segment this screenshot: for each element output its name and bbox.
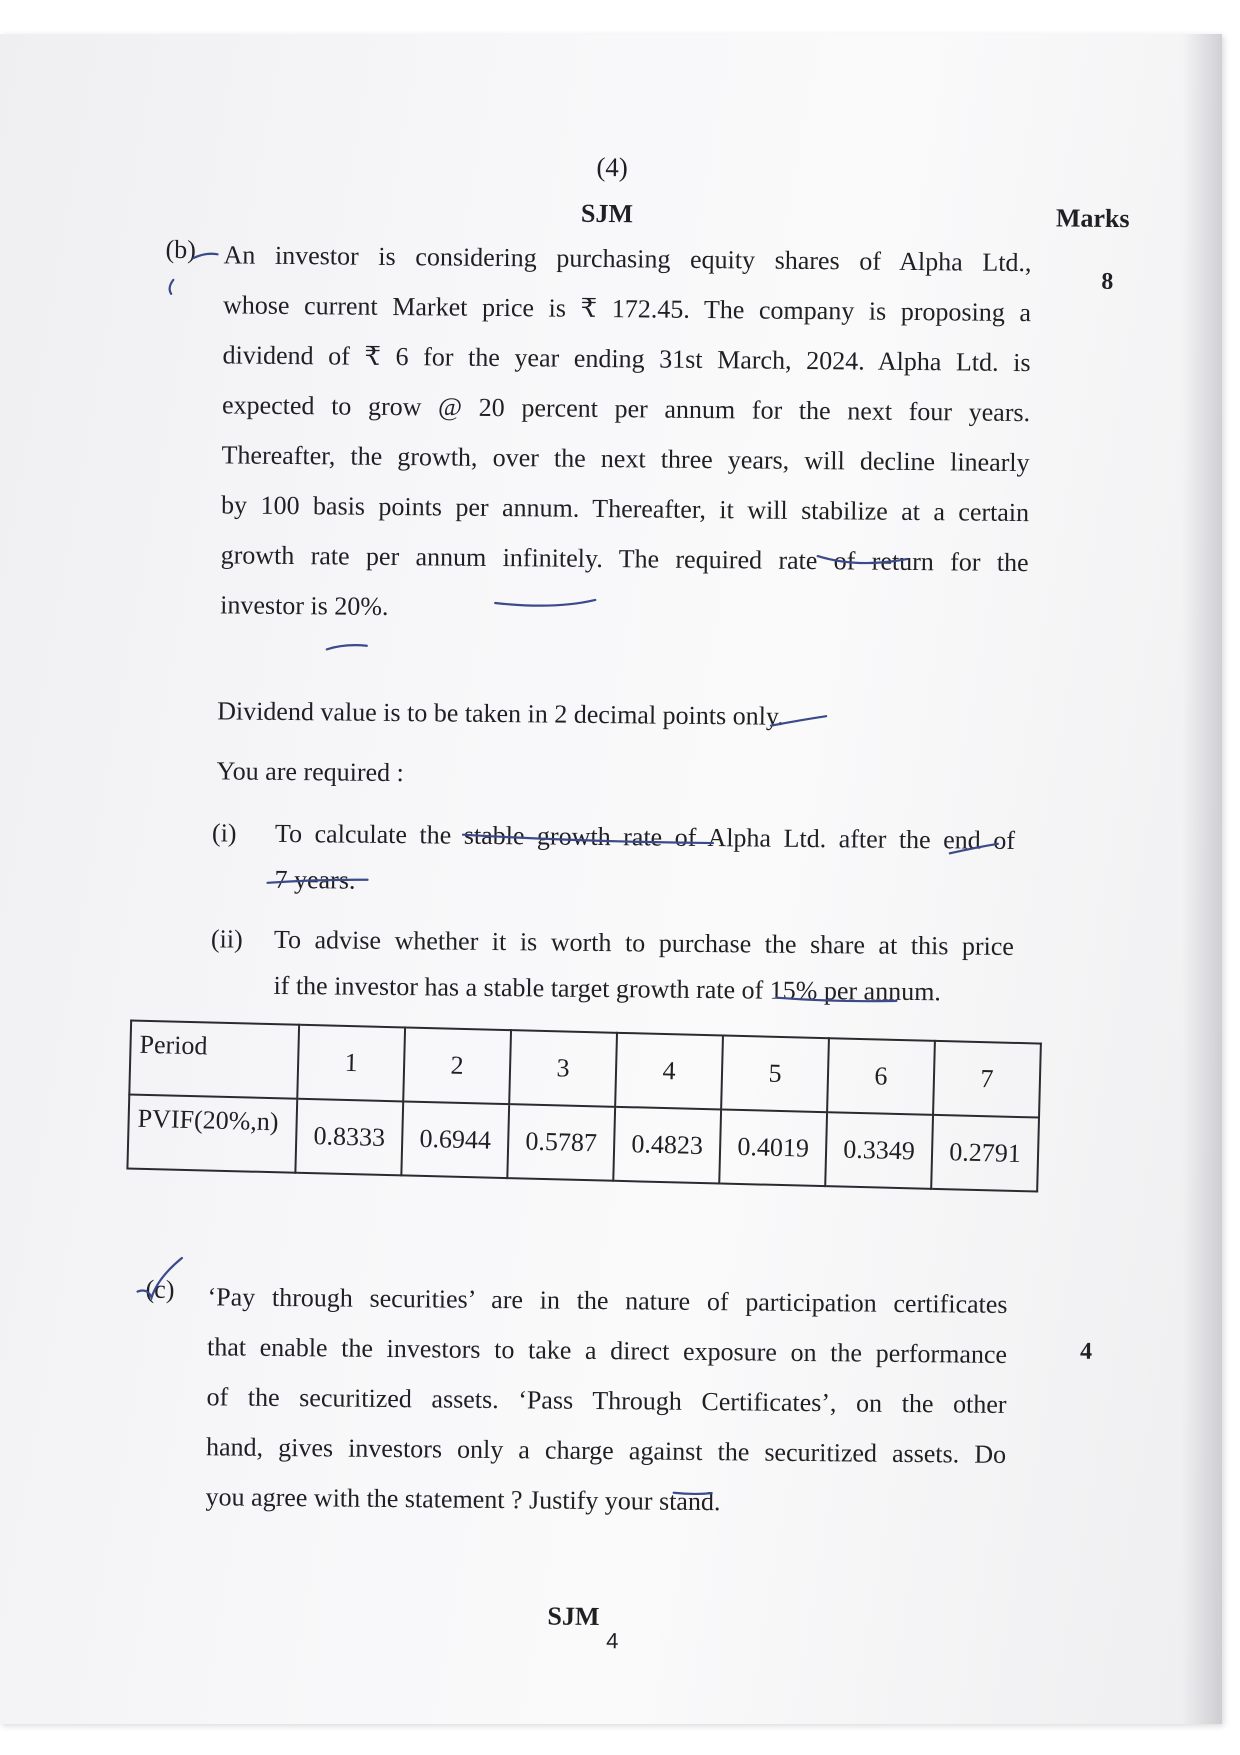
item-ii-number: (ii): [210, 924, 243, 954]
pvif-value-cell: 0.4823: [613, 1107, 721, 1184]
underline-mark: [674, 1493, 712, 1494]
underline-mark: [268, 879, 368, 884]
question-b-line: whose current Market price is ₹ 172.45. The company is proposing a: [222, 290, 1032, 328]
period-cell: 6: [827, 1038, 935, 1115]
underline-mark: [776, 998, 896, 1002]
sheet-content: [0, 34, 1222, 1724]
period-cell: 2: [403, 1027, 511, 1104]
footer-page-number: 4: [606, 1628, 619, 1654]
pvif-value-cell: 0.3349: [825, 1112, 933, 1189]
question-b-line: by 100 basis points per annum. Thereafter, it will stabilize at a certain: [221, 490, 1030, 528]
page-number: (4): [596, 151, 629, 183]
pvif-value-cell: 0.8333: [295, 1099, 403, 1176]
exam-paper-sheet: [0, 34, 1222, 1724]
question-b-marks: 8: [1101, 268, 1114, 295]
question-c-line: you agree with the statement ? Justify your stand.: [205, 1482, 721, 1517]
underline-mark: [327, 645, 367, 650]
marks-header: Marks: [1055, 203, 1130, 234]
underline-mark: [463, 835, 998, 854]
question-b-line: dividend of ₹ 6 for the year ending 31st March, 2024. Alpha Ltd. is: [222, 340, 1031, 378]
footer-code: SJM: [547, 1601, 600, 1632]
question-b-line: Thereafter, the growth, over the next three years, will decline linearly: [221, 440, 1030, 478]
period-cell: 1: [297, 1025, 405, 1102]
item-i-line: 7 years.: [274, 864, 356, 895]
period-cell: 5: [721, 1036, 829, 1113]
tick-mark-b: [170, 253, 218, 294]
underline-mark: [495, 599, 595, 606]
table-row-header: PVIF(20%,n): [127, 1095, 297, 1173]
item-i-number: (i): [211, 818, 237, 848]
underline-mark: [818, 556, 908, 563]
decimal-note: Dividend value is to be taken in 2 decimal points only.: [217, 696, 784, 731]
question-b-label: (b): [165, 234, 197, 265]
item-i-line: To calculate the stable growth rate of Alpha Ltd. after the end of: [274, 818, 1016, 855]
period-cell: 3: [509, 1030, 617, 1107]
question-c-line: ‘Pay through securities’ are in the nature of participation certificates: [207, 1282, 1008, 1319]
question-b-line: growth rate per annum infinitely. The required rate of return for the: [220, 540, 1029, 578]
pvif-value-cell: 0.4019: [719, 1109, 827, 1186]
item-ii-line: To advise whether it is worth to purchase the share at this price: [273, 924, 1015, 961]
pen-annotations: [0, 34, 1222, 1724]
header-code: SJM: [580, 198, 634, 229]
tick-mark-c: [138, 1258, 182, 1298]
period-cell: 4: [615, 1033, 723, 1110]
required-intro: You are required :: [216, 756, 404, 788]
pvif-value-cell: 0.5787: [507, 1104, 615, 1181]
pvif-value-cell: 0.6944: [401, 1101, 509, 1178]
question-c-line: of the securitized assets. ‘Pass Through Certificates’, on the other: [206, 1382, 1007, 1419]
question-c-marks: 4: [1079, 1338, 1093, 1365]
question-c-label: (c): [145, 1274, 175, 1304]
table-row-header: Period: [129, 1021, 299, 1099]
item-ii-line: if the investor has a stable target growth rate of 15% per annum.: [273, 970, 942, 1007]
question-c-line: hand, gives investors only a charge against the securitized assets. Do: [205, 1432, 1007, 1469]
question-c-line: that enable the investors to take a direct exposure on the performance: [206, 1332, 1008, 1369]
pvif-value-cell: 0.2791: [931, 1115, 1039, 1192]
question-b-line: investor is 20%.: [220, 590, 389, 621]
period-cell: 7: [933, 1041, 1041, 1118]
page-fold-shadow: [1182, 34, 1222, 1724]
underline-mark: [771, 716, 826, 727]
question-b-line: expected to grow @ 20 percent per annum for the next four years.: [221, 390, 1031, 428]
question-b-line: An investor is considering purchasing equity shares of Alpha Ltd.,: [223, 240, 1032, 278]
